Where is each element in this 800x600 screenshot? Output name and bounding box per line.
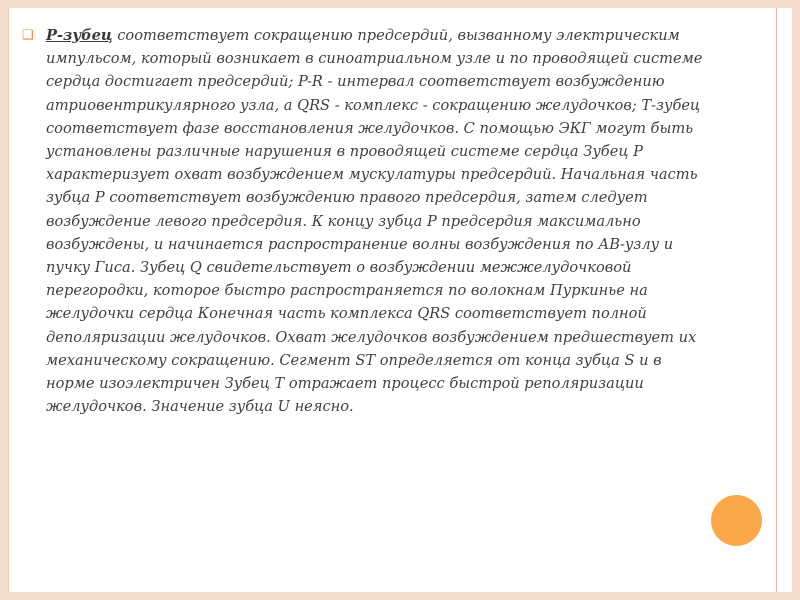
inner-frame-line bbox=[8, 8, 9, 592]
text-line-fragment: соответствует сокращению предсердий, вызванному электрическим bbox=[112, 27, 680, 44]
frame-bottom bbox=[0, 592, 800, 600]
frame-right bbox=[792, 0, 800, 600]
frame-top bbox=[0, 0, 800, 8]
text-line: желудочков. Значение зубца U неясно. bbox=[46, 398, 354, 416]
text-line: установлены различные нарушения в проводящей системе сердца Зубец Р bbox=[46, 143, 643, 161]
decorative-circle bbox=[711, 495, 762, 546]
text-line bbox=[46, 24, 742, 47]
text-line: атриовентрикулярного узла, а QRS - комплекс - сокращению желудочков; Т-зубец bbox=[46, 96, 701, 114]
text-line: пучку Гиса. Зубец Q свидетельствует о возбуждении межжелудочковой bbox=[46, 259, 632, 277]
text-line: возбуждены, и начинается распространение волны возбуждения по АВ-узлу и bbox=[46, 235, 674, 253]
slide-body bbox=[22, 24, 742, 418]
paragraph bbox=[46, 24, 742, 418]
text-line: соответствует фазе восстановления желудочков. С помощью ЭКГ могут быть bbox=[46, 119, 694, 137]
text-line: деполяризации желудочков. Охват желудочков возбуждением предшествует их bbox=[46, 328, 697, 346]
text-line: механическому сокращению. Сегмент ST определяется от конца зубца S и в bbox=[46, 351, 662, 369]
text-line: желудочки сердца Конечная часть комплекса QRS соответствует полной bbox=[46, 305, 647, 323]
text-line: перегородки, которое быстро распространяется по волокнам Пуркинье на bbox=[46, 282, 648, 300]
text-line: норме изоэлектричен Зубец Т отражает процесс быстрой реполяризации bbox=[46, 375, 644, 393]
frame-left bbox=[0, 0, 8, 600]
lead-term: Р-зубец bbox=[46, 27, 113, 44]
text-line: импульсом, который возникает в синоатриальном узле и по проводящей системе bbox=[46, 50, 703, 68]
bullet-icon: ❑ bbox=[22, 28, 34, 43]
text-line: зубца Р соответствует возбуждению правого предсердия, затем следует bbox=[46, 189, 648, 207]
right-accent-line bbox=[776, 8, 777, 592]
text-line: возбуждение левого предсердия. К концу зубца Р предсердия максимально bbox=[46, 212, 641, 230]
text-line: сердца достигает предсердий; P-R - интервал соответствует возбуждению bbox=[46, 73, 665, 91]
text-line: характеризует охват возбуждением мускулатуры предсердий. Начальная часть bbox=[46, 166, 698, 184]
